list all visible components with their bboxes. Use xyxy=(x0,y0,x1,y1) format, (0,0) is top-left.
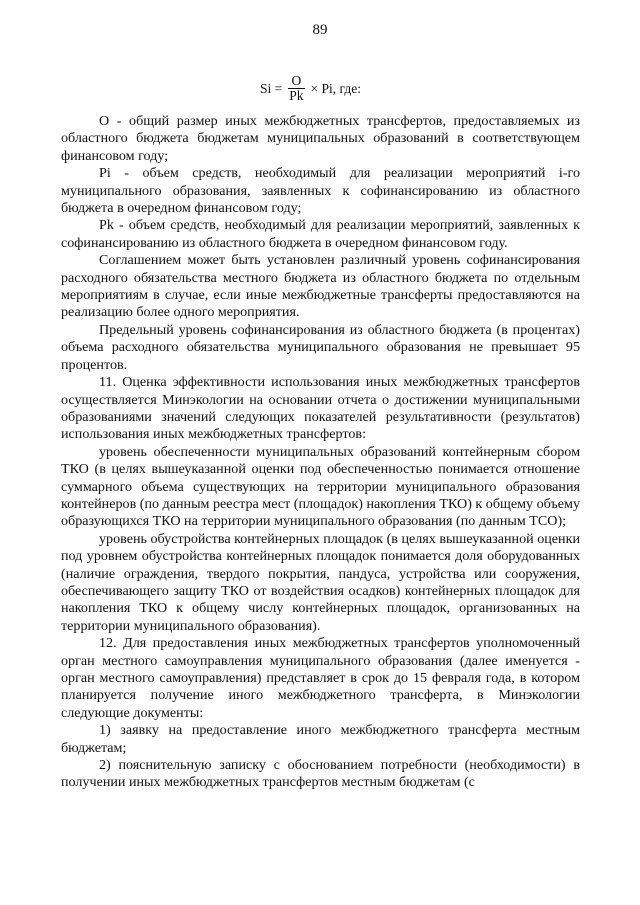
paragraph-definition-pk: Pk - объем средств, необходимый для реализации мероприятий, заявленных к софинансированию из областного бюджета в очередном финансовом году. xyxy=(61,217,580,251)
paragraph-indicator-container-collection: уровень обеспеченности муниципальных образований контейнерным сбором ТКО (в целях вышеуказанной оценки под обеспеченностью понимается отношение суммарного объема существующих на территории муниципального образования контейнеров (по данным реестра мест (площадок) накопления ТКО) к общему объему образующихся ТКО на территории муниципального образования (по данным ТСО); xyxy=(61,443,580,530)
formula-numerator: O xyxy=(288,74,306,89)
paragraph-section-11: 11. Оценка эффективности использования иных межбюджетных трансфертов осуществляется Минэкологии на основании отчета о достижении муниципальными образованиями значений следующих показателей результативности (результатов) использования иных межбюджетных трансфертов: xyxy=(61,374,580,443)
formula-denominator: Pk xyxy=(289,88,304,104)
formula-fraction xyxy=(285,74,307,103)
formula-rhs: × Pi, где: xyxy=(310,80,361,96)
page-number: 89 xyxy=(312,22,328,38)
paragraph-agreement-level: Соглашением может быть установлен различный уровень софинансирования расходного обязательства местного бюджета из областного бюджета по отдельным мероприятиям в случае, если иные межбюджетные трансферты предоставляются на реализацию более одного мероприятия. xyxy=(61,252,580,321)
paragraph-document-1: 1) заявку на предоставление иного межбюджетного трансферта местным бюджетам; xyxy=(61,722,580,756)
paragraph-section-12: 12. Для предоставления иных межбюджетных трансфертов уполномоченный орган местного самоуправления муниципального образования (далее именуется - орган местного самоуправления) представляет в срок до 15 февраля года, в котором планируется получение иного межбюджетного трансферта, в Минэкологии следующие документы: xyxy=(61,635,580,721)
paragraph-document-2: 2) пояснительную записку с обоснованием потребности (необходимости) в получении иных межбюджетных трансфертов местным бюджетам (с xyxy=(61,757,580,791)
paragraph-max-level: Предельный уровень софинансирования из областного бюджета (в процентах) объема расходного обязательства муниципального образования не превышает 95 процентов. xyxy=(61,321,580,373)
paragraph-indicator-platform-arrangement: уровень обустройства контейнерных площадок (в целях вышеуказанной оценки под уровнем обустройства контейнерных площадок понимается доля оборудованных (наличие ограждения, твердого покрытия, пандуса, устройства или сооружения, обеспечивающего защиту ТКО от воздействия осадков) контейнерных площадок для накопления ТКО к общему числу контейнерных площадок, организованных на территории муниципального образования). xyxy=(61,530,580,634)
paragraph-definition-o: O - общий размер иных межбюджетных трансфертов, предоставляемых из областного бюджета бюджетам муниципальных образований в соответствующем финансовом году; xyxy=(61,113,580,164)
formula xyxy=(260,74,361,103)
paragraph-definition-pi: Pi - объем средств, необходимый для реализации мероприятий i-го муниципального образования, заявленных к софинансированию из областного бюджета в очередном финансовом году; xyxy=(61,165,580,217)
body-text xyxy=(61,113,580,792)
formula-lhs: Si = xyxy=(260,80,283,96)
